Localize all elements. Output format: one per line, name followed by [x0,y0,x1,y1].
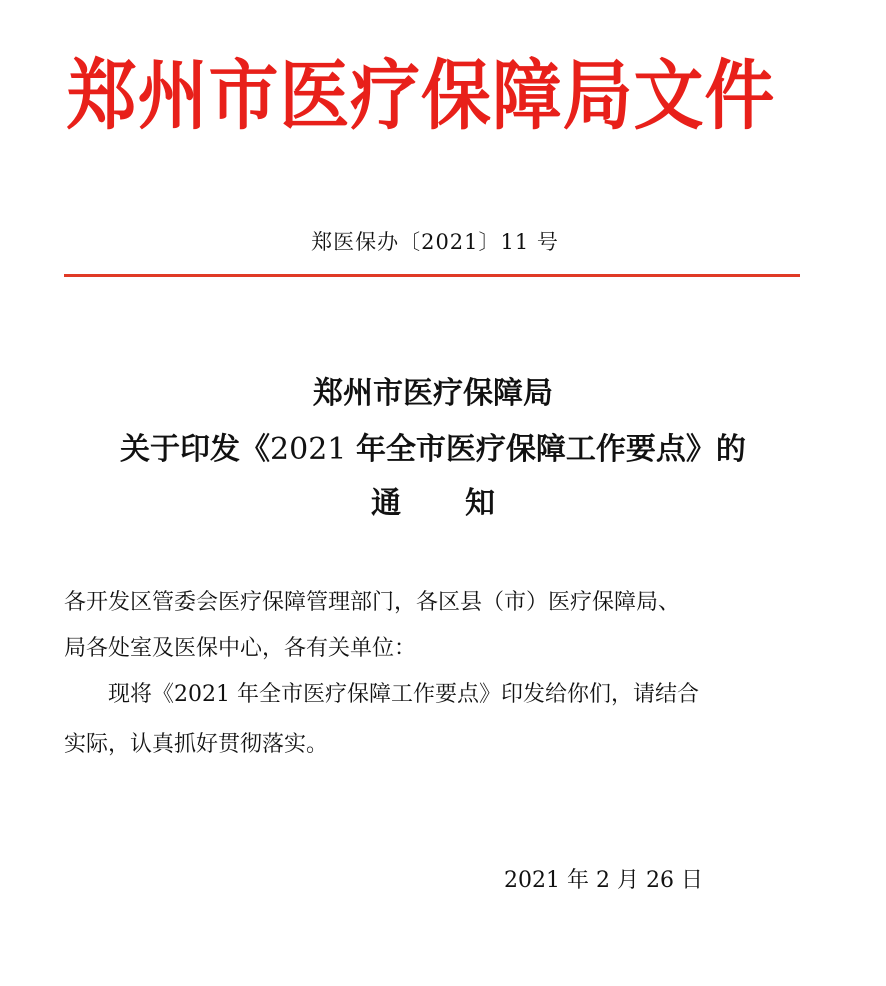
notice-title-suffix: 年全市医疗保障工作要点》的 [355,432,746,467]
notice-title-line-1: 郑州市医疗保障局 [313,376,553,411]
body-paragraph-line-1: 现将《2021 年全市医疗保障工作要点》印发给你们，请结合 [108,682,699,707]
issue-date: 2021 年 2 月 26 日 [504,868,703,893]
notice-title-line-3: 通知 [371,486,559,521]
recipients-line-1: 各开发区管委会医疗保障管理部门，各区县（市）医疗保障局、 [64,590,681,615]
red-divider-line [64,274,800,277]
notice-title-year: 2021 [270,432,356,467]
notice-title-prefix: 关于印发《 [120,432,271,467]
document-number: 郑医保办〔2021〕11 号 [311,230,559,254]
document-masthead: 郑州市医疗保障局文件 [66,51,776,140]
body-paragraph-line-2: 实际，认真抓好贯彻落实。 [64,732,329,757]
recipients-line-2: 局各处室及医保中心，各有关单位： [64,636,417,661]
notice-title-line-2 [40,430,826,470]
